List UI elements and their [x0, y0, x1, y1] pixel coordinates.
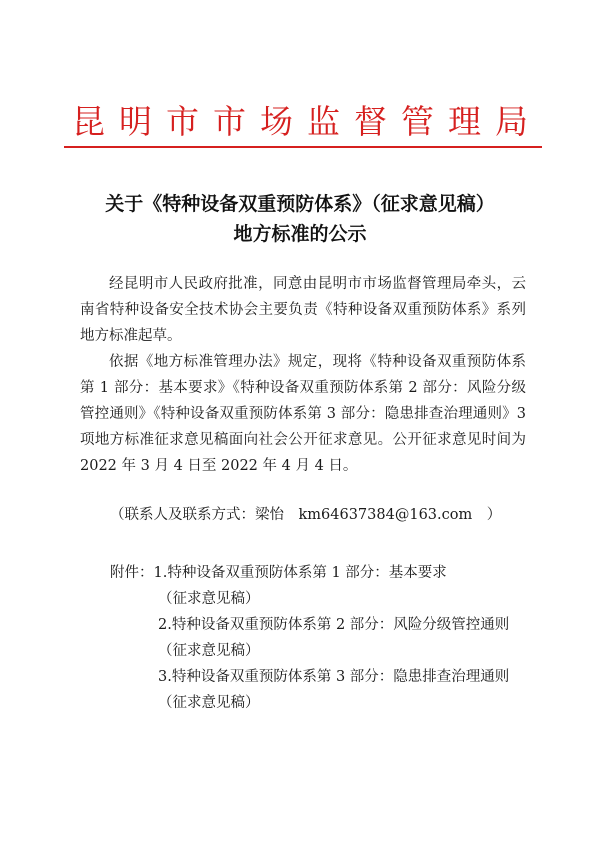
attachment-title: 3.特种设备双重预防体系第 3 部分：隐患排查治理通则: [158, 669, 510, 685]
attachments-list: [110, 560, 509, 716]
attachment-note: （征求意见稿）: [158, 695, 260, 711]
red-divider-line: [64, 146, 542, 148]
body-paragraph-1: 经昆明市人民政府批准，同意由昆明市市场监督管理局牵头，云南省特种设备安全技术协会主要负责《特种设备双重预防体系》系列地方标准起草。: [80, 276, 526, 344]
document-title: [60, 189, 540, 249]
attachment-title: 1.特种设备双重预防体系第 1 部分：基本要求: [153, 565, 447, 581]
attachments-label: 附件：: [110, 565, 154, 581]
attachment-item-1: [110, 560, 509, 586]
issuing-authority-header: 昆明市市场监督管理局: [72, 102, 542, 141]
attachment-note: （征求意见稿）: [158, 643, 260, 659]
title-line-1: 关于《特种设备双重预防体系》（征求意见稿）: [105, 193, 495, 215]
body-paragraph-2: 依据《地方标准管理办法》规定，现将《特种设备双重预防体系第 1 部分：基本要求》《特种设备双重预防体系第 2 部分：风险分级管控通则》《特种设备双重预防体系第 3 部分：隐患排查治理通则》3 项地方标准征求意见稿面向社会公开征求意见。公开征求意见时间为 2022 年 3 月 4 日至 2022 年 4 月 4 日。: [80, 354, 526, 474]
attachment-title: 2.特种设备双重预防体系第 2 部分：风险分级管控通则: [158, 617, 510, 633]
attachment-note: （征求意见稿）: [158, 591, 260, 607]
title-line-2: 地方标准的公示: [233, 223, 367, 245]
contact-info: （联系人及联系方式：梁怡 km64637384@163.com ）: [110, 507, 502, 523]
document-body: [80, 271, 526, 479]
